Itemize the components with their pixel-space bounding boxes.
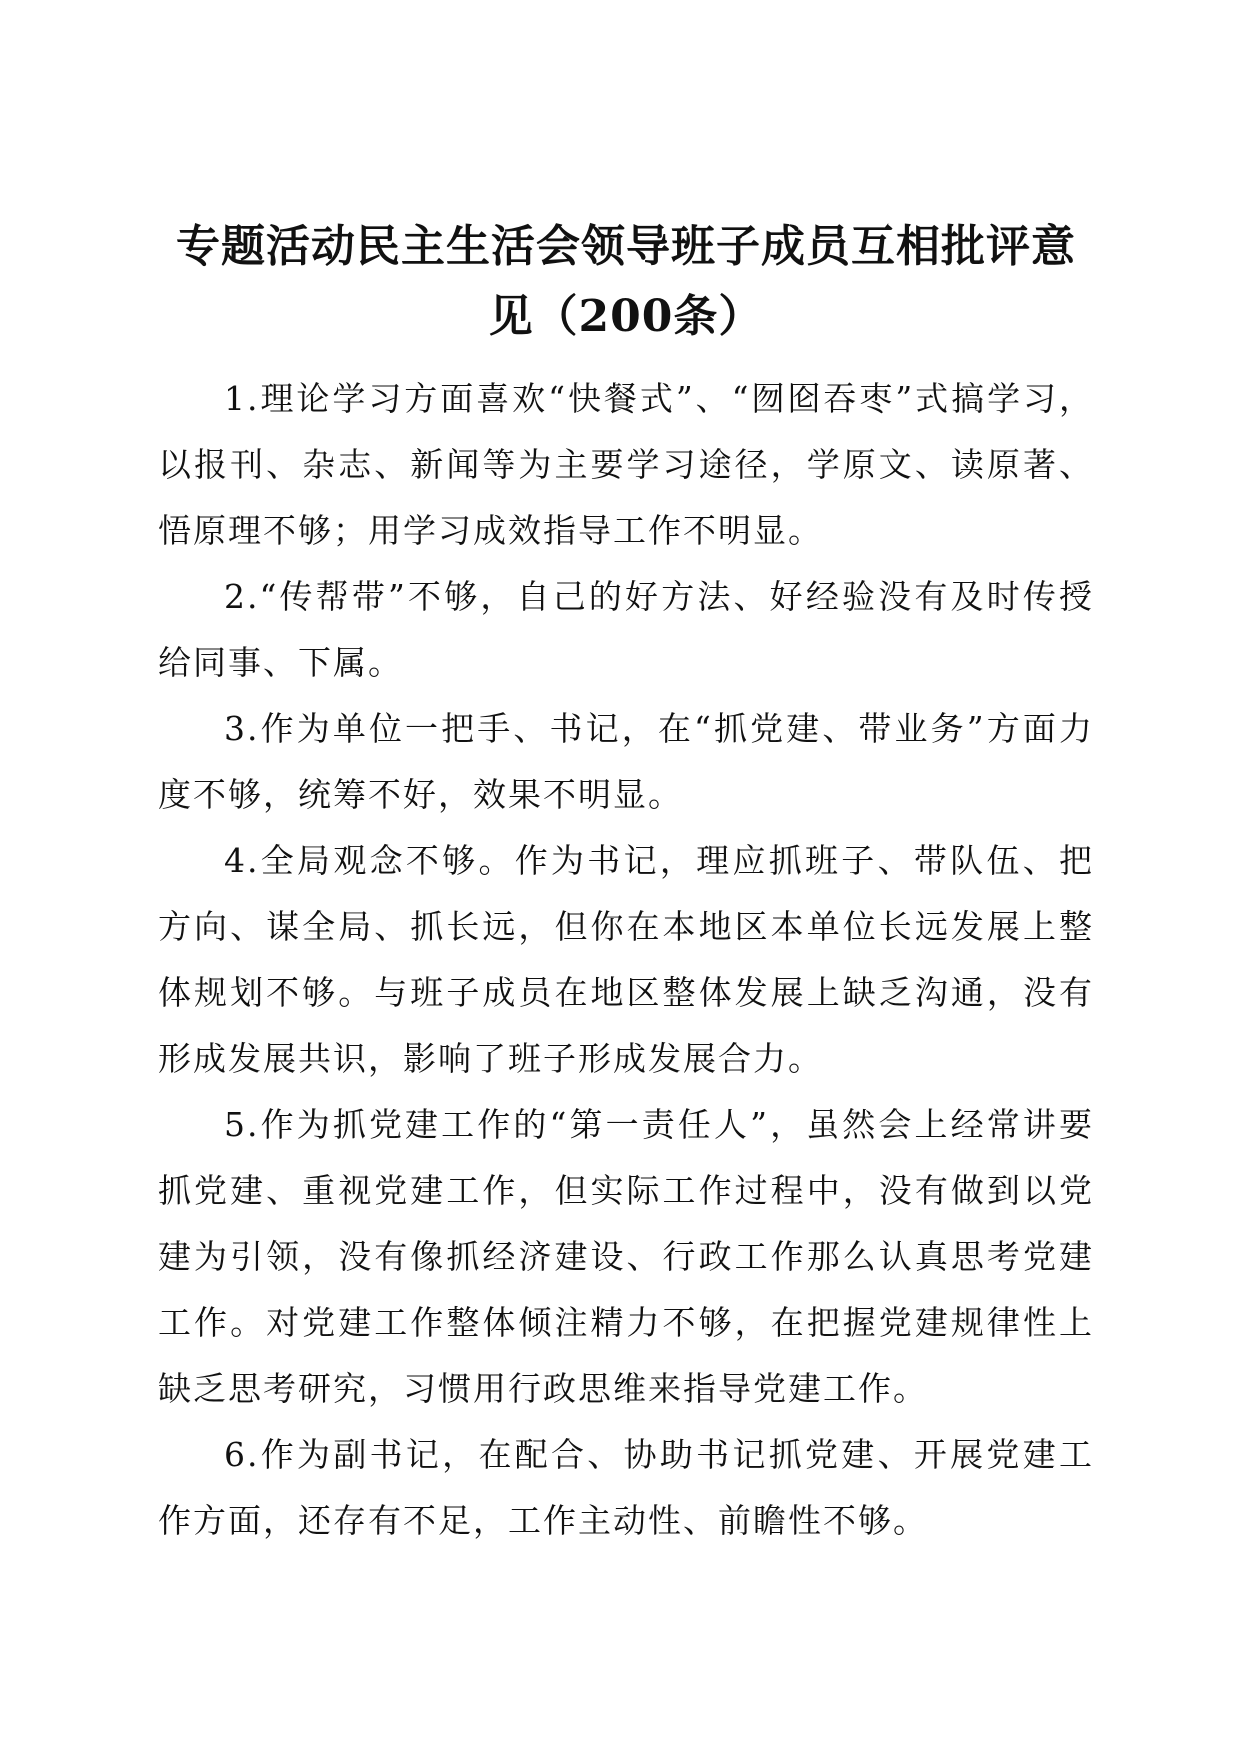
document-title: 专题活动民主生活会领导班子成员互相批评意见（200条） <box>176 221 1076 342</box>
paragraph-6: 6.作为副书记，在配合、协助书记抓党建、开展党建工作方面，还存有不足，工作主动性、前瞻性不够。 <box>158 1435 1094 1540</box>
paragraph-5: 5.作为抓党建工作的“第一责任人”，虽然会上经常讲要抓党建、重视党建工作，但实际工作过程中，没有做到以党建为引领，没有像抓经济建设、行政工作那么认真思考党建工作。对党建工作整体倾注精力不够，在把握党建规律性上缺乏思考研究，习惯用行政思维来指导党建工作。 <box>158 1105 1094 1408</box>
document-body <box>158 366 1094 1554</box>
paragraph-2: 2.“传帮带”不够，自己的好方法、好经验没有及时传授给同事、下属。 <box>158 577 1094 682</box>
paragraph-1: 1.理论学习方面喜欢“快餐式”、“囫囵吞枣”式搞学习，以报刊、杂志、新闻等为主要学习途径，学原文、读原著、悟原理不够；用学习成效指导工作不明显。 <box>158 379 1094 550</box>
paragraph-4: 4.全局观念不够。作为书记，理应抓班子、带队伍、把方向、谋全局、抓长远，但你在本地区本单位长远发展上整体规划不够。与班子成员在地区整体发展上缺乏沟通，没有形成发展共识，影响了班子形成发展合力。 <box>158 841 1094 1078</box>
paragraph-3: 3.作为单位一把手、书记，在“抓党建、带业务”方面力度不够，统筹不好，效果不明显。 <box>158 709 1094 814</box>
document-page <box>158 212 1094 1554</box>
